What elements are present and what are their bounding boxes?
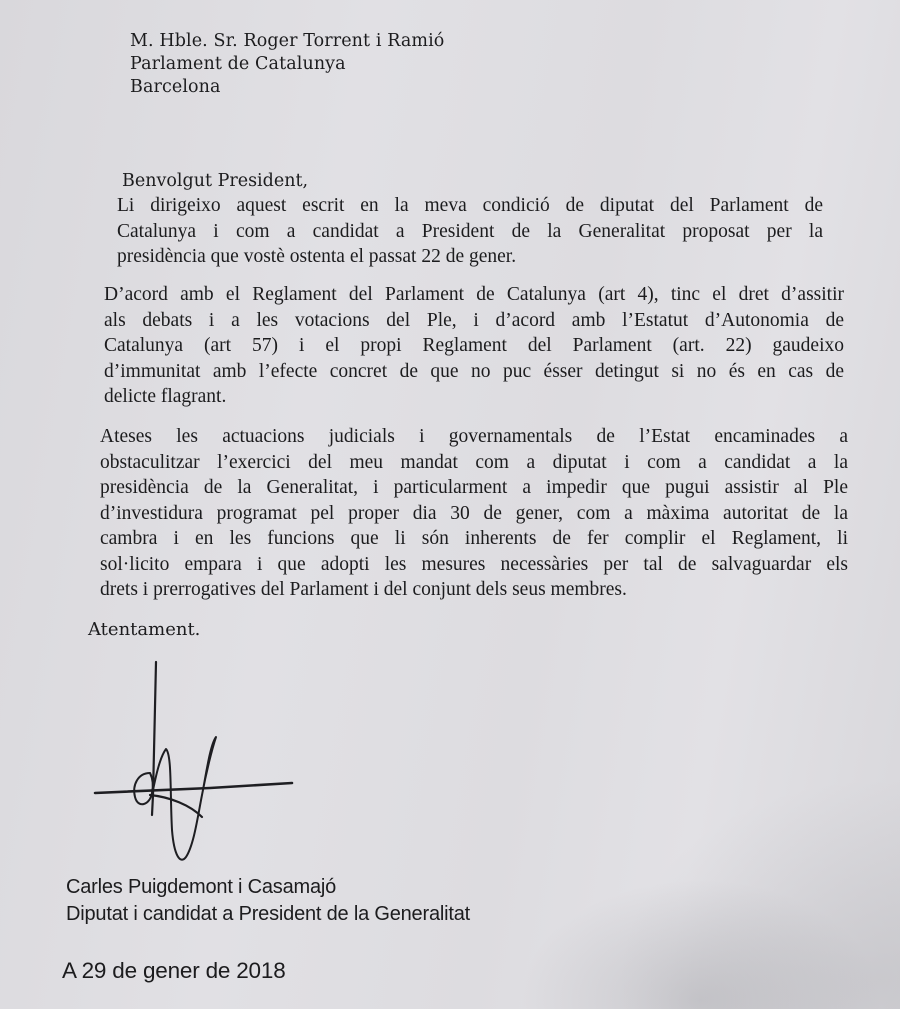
signature-icon — [80, 645, 320, 865]
paragraph-line: sol·licito empara i que adopti les mesures necessàries per tal de salvaguardar els — [100, 553, 848, 575]
recipient-institution: Parlament de Catalunya — [130, 54, 346, 74]
paragraph-line: d’immunitat amb l’efecte concret de que no puc ésser detingut si no és en cas de — [104, 360, 844, 382]
recipient-city: Barcelona — [130, 77, 221, 97]
paragraph-line: Catalunya (art 57) i el propi Reglament del Parlament (art. 22) gaudeixo — [104, 335, 844, 356]
greeting: Benvolgut President, — [122, 171, 309, 191]
paragraph-line: Ateses les actuacions judicials i governamentals de l’Estat encaminades a — [100, 426, 848, 447]
paragraph-line: D’acord amb el Reglament del Parlament de Catalunya (art 4), tinc el dret d’assitir — [104, 284, 844, 305]
body-paragraph-2 — [104, 282, 844, 410]
body-paragraph-1 — [117, 193, 823, 270]
paragraph-line: obstaculitzar l’exercici del meu mandat com a diputat i com a candidat a la — [100, 451, 848, 473]
paragraph-line: d’investidura programat pel proper dia 30 de gener, com a màxima autoritat de la — [100, 502, 848, 524]
paragraph-line: presidència de la Generalitat, i particularment a impedir que pugui assistir al Ple — [100, 477, 848, 498]
signer-title: Diputat i candidat a President de la Generalitat — [66, 903, 470, 925]
paragraph-line: delicte flagrant. — [104, 386, 227, 407]
signer-name: Carles Puigdemont i Casamajó — [66, 876, 337, 898]
letter-date: A 29 de gener de 2018 — [62, 958, 286, 983]
recipient-name: M. Hble. Sr. Roger Torrent i Ramió — [130, 31, 445, 51]
paragraph-line: Catalunya i com a candidat a President de la Generalitat proposat per la — [117, 220, 823, 242]
paragraph-line: drets i prerrogatives del Parlament i del conjunt dels seus membres. — [100, 579, 627, 600]
closing: Atentament. — [88, 619, 201, 640]
paragraph-line: Li dirigeixo aquest escrit en la meva condició de diputat del Parlament de — [117, 195, 823, 216]
paragraph-line: presidència que vostè ostenta el passat 22 de gener. — [117, 246, 517, 267]
body-paragraph-3 — [100, 424, 848, 603]
paragraph-line: als debats i a les votacions del Ple, i d’acord amb l’Estatut d’Autonomia de — [104, 309, 844, 331]
paragraph-line: cambra i en les funcions que li són inherents de fer complir el Reglament, li — [100, 528, 848, 549]
